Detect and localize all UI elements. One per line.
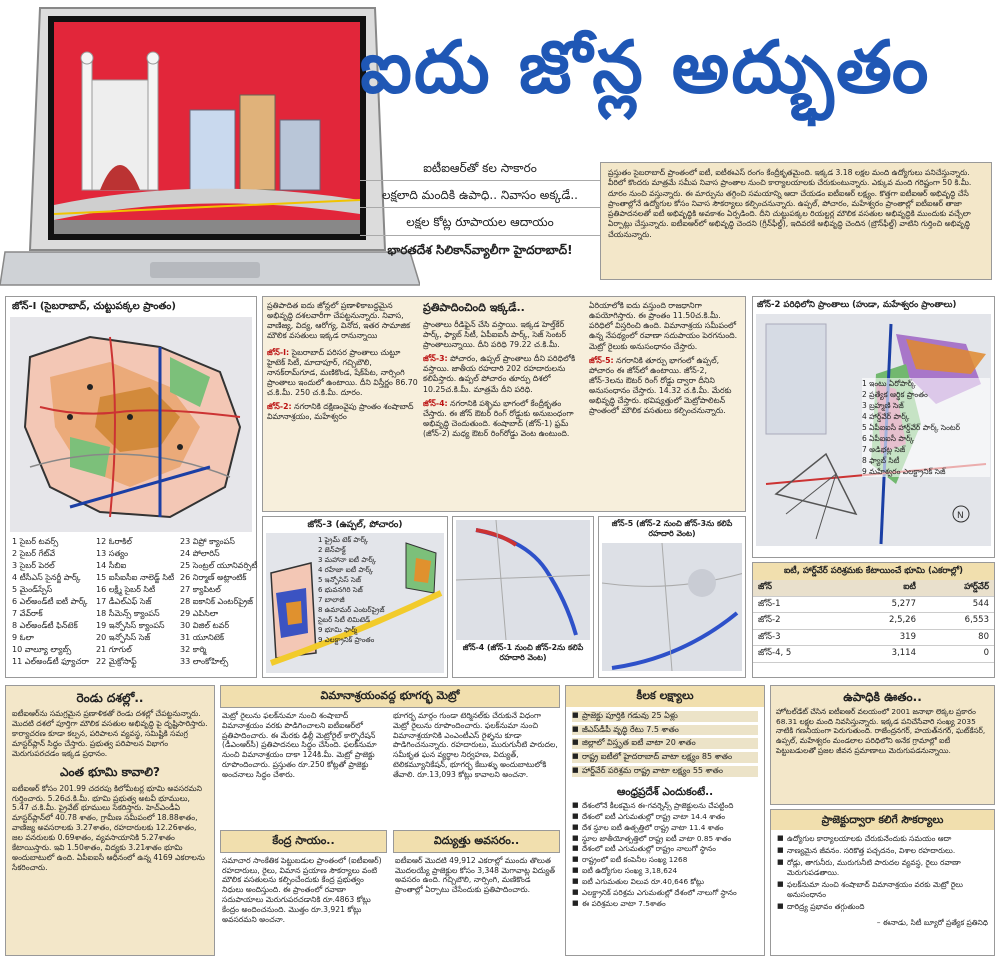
zone5-map-panel: [598, 516, 746, 678]
zone1-map-panel: [5, 296, 257, 678]
key-targets-list: [566, 707, 764, 784]
why-ap-list: [566, 801, 764, 908]
power-box: [393, 830, 560, 952]
cell: జోన్-2: [753, 613, 844, 629]
zone5-map-image: [602, 543, 742, 671]
list-item: ■ ఎలక్ట్రానిక్ పరిశ్రమ ఎగుమతుల్లో దేశంలో నాలుగో స్థానం: [572, 888, 758, 898]
zone1-legend: [6, 532, 256, 672]
legend-item: 3 సైబర్ పెరల్: [12, 560, 55, 570]
table-row: [753, 596, 994, 612]
zone4-text: నగరానికి పశ్చిమ భాగంలో కేంద్రీకృతం చేస్తారు. ఈ జోన్ ఔటర్ రింగ్ రోడ్డుకు అనుబంధంగా అభివృద్ధి చెందుతుంది. శంషాబాద్ (జోన్-1) ఫ్రమ్ (జోన్-2) మధ్య ఔటర్ రింగ్‌రోడ్డు వెంట ఉంటుంది.: [423, 398, 574, 439]
zone2-text: నగరానికి దక్షిణంవైపు ప్రాంతం శంషాబాద్ విమానాశ్రయం, మహేశ్వరం: [267, 402, 414, 422]
taglines-block: [360, 160, 600, 258]
legend-item: 2 జెన్‌పాక్ట్: [318, 546, 346, 555]
legend-item: 9 ఎలక్ట్రానిక్ ప్రాంతం: [318, 636, 375, 645]
zone2-label: జోన్-2:: [267, 402, 292, 412]
list-item: ■ ఐటీ ఉద్యోగుల సంఖ్య 3,18,624: [572, 866, 758, 876]
list-item: ■ ఐటీ ఎగుమతుల విలువ రూ.40,646 కోట్లు: [572, 877, 758, 887]
tagline-1: ఐటీఐఆర్‌తో కల సాకారం: [360, 160, 600, 181]
zone4-map-image: [456, 520, 590, 640]
list-item: ■ దేశ స్థూల ఐటీ ఉత్పత్తిలో రాష్ట్ర వాటా 11.4 శాతం: [572, 823, 758, 833]
phases-land-panel: [5, 685, 215, 956]
land-table: [753, 580, 994, 662]
zones-description-panel: [262, 296, 746, 512]
zone3-text: పోచారం, ఉప్పల్ ప్రాంతాలు దీని పరిధిలోకి వస్తాయి. జాతీయ రహదారి 202 రహదారులను కలిపేస్తారు. ఉప్పల్ పోచారం తూర్పు దిశలో 10.25చ.కి.మీ. మాత్రమే దీని పరిధి.: [423, 354, 576, 394]
zone1-map-image: [10, 317, 252, 532]
legend-item: 6 భువనగిరి సెజ్: [318, 586, 363, 595]
legend-item: 6 ఎల్అండ్‌టీ ఐటీ పార్క్: [12, 596, 88, 606]
table-header-row: [753, 580, 994, 596]
phases-title: రెండు దశల్లో..: [76, 691, 144, 705]
legend-item: 8 ఫ్యాబ్ సిటీ: [862, 455, 990, 466]
legend-item: 3 బ్రహ్మణి సెజ్: [862, 400, 990, 411]
zone2-legend: [862, 378, 990, 477]
col-it: ఐటీ: [844, 580, 921, 596]
cell: జోన్-1: [753, 596, 844, 612]
zone3-desc: [423, 354, 585, 395]
legend-item: 1 సైబర్ టవర్స్: [12, 536, 59, 546]
list-item: ■ ప్రాజెక్టు పూర్తికి గడువు 25 ఏళ్లు: [572, 711, 758, 722]
cell: 544: [921, 596, 994, 612]
tagline-3: లక్షల కోట్ల రూపాయల ఆదాయం: [360, 214, 600, 235]
zone1-legend-col-2: [96, 536, 174, 668]
employment-title: ఉపాధికి ఊతం..: [843, 690, 922, 704]
metro-text-b: భూగర్భ మార్గం గుండా టెర్మినల్‌కు చేరుకునే విధంగా మెట్రో రైలును రూపొందించారు. ఫలక్‌నుమా నుంచి విమానాశ్రయానికి ఎంఎంటీఎస్ రైళ్ళను కూడా పొడిగించనున్నారు. రహదారులు, మురుగునీటి పారుదల, సమీకృత ఘన వ్యర్థాల నిర్వహణ, విద్యుత్, టెలికమ్యూనికేషన్, భూగర్భ కేబుళ్ళు అందుబాటులోకి తేవాలి. రూ.13,093 కోట్లు కావాలని అంచనా.: [393, 710, 558, 779]
intro-box: [600, 162, 992, 280]
col-zone: జోన్: [753, 580, 844, 596]
table-row: [753, 629, 994, 645]
legend-item: 33 లాంకోహిల్స్: [180, 656, 229, 666]
cell: 80: [921, 629, 994, 645]
legend-item: 12 ఓరాకిల్: [96, 536, 132, 546]
legend-item: 21 గూగుల్: [96, 644, 132, 654]
zones-heading: ప్రతిపాదించింది ఇక్కడే..: [423, 301, 525, 314]
zone1-legend-col-1: [12, 536, 90, 668]
zone2-map-title: జోన్-2 పరిధిలోని ప్రాంతాలు (హుడా, మహేశ్వరం ప్రాంతాలు): [757, 300, 957, 310]
zone-col-a: [267, 301, 419, 422]
zone1-map-title: జోన్-I (సైబరాబాద్, చుట్టుపక్కల ప్రాంతం): [12, 301, 176, 312]
list-item: ■ దారిద్ర్య ప్రభావం తగ్గుతుంది: [777, 902, 988, 912]
zone3-legend: [318, 535, 418, 645]
zone3-map-title: జోన్-3 (ఉప్పల్, పోచారం): [307, 520, 403, 530]
legend-item: 31 యూనిటెక్: [180, 632, 225, 642]
legend-item: 1 ఇంటు ఏరోపార్క్: [862, 378, 990, 389]
zones-colc-text: ఏరియాలోకి ఐదు వస్తుంది రాజధానిగా ఉపయోగిస్తారు. ఈ ప్రాంతం 11.50చ.కి.మీ. పరిధిలో విస్తరించి ఉంది. విమానాశ్రయ సమీపంలో ఉన్న నేపథ్యంలో రవాణా సదుపాయం పెరగనుంది. మెట్రో రైలుకు అనుసంధానం చేస్తారు.: [589, 301, 738, 351]
legend-item: 4 రహేజా ఐటీ పార్క్: [318, 566, 373, 575]
legend-item: 22 మైక్రోసాఫ్ట్: [96, 656, 137, 666]
legend-item: 2 సైబర్ గేట్‌వే: [12, 548, 56, 558]
legend-item: 13 సత్యం: [96, 548, 129, 558]
svg-text:N: N: [957, 511, 964, 522]
employment-benefits-block: [770, 685, 995, 956]
list-item: ■ స్థూల జాతీయోత్పత్తిలో రాష్ట్ర ఐటీ వాటా 0.85 శాతం: [572, 834, 758, 844]
zone3-label: జోన్-3:: [423, 354, 448, 364]
zone4-label: జోన్-4:: [423, 398, 448, 408]
legend-item: 9 మహేశ్వరం ఎలక్ట్రానిక్ సెజ్: [862, 466, 990, 477]
legend-item: 1 ప్రైమ్ టెక్ పార్క్: [318, 536, 369, 545]
legend-item: 30 విజిల్ టవర్: [180, 620, 230, 630]
table-row: [753, 646, 994, 662]
zones-intro: ప్రతిపాదిత ఐదు జోన్లలో ప్రణాళికాబద్ధమైన అభివృద్ధి దశలవారీగా చేపట్టనున్నారు. నివాస, వాణిజ్య, విద్య, ఆరోగ్య, వినోద, ఇతర సామాజిక మౌలిక వసతులు ఇక్కడ రానున్నాయి: [267, 301, 411, 341]
zone5-text: నగరానికి తూర్పు భాగంలో ఉప్పల్, పోచారం ఈ జోన్‌లో ఉంటాయి. జోన్-2, జోన్-3లను ఔటర్ రింగ్ రోడ్డు ద్వారా దీనిని అనుసంధానం చేస్తారు. 14.32 చ.కి.మీ. మేరకు అభివృద్ధి చేస్తారు. భవిష్యత్తులో మెట్రోపాలిటన్ ప్రాంతంలో మౌలిక వసతులు కల్పించనున్నారు.: [589, 355, 732, 416]
zone4-desc: [423, 399, 585, 440]
legend-item: 5 ఇన్ఫోసిస్ సెజ్: [318, 576, 361, 585]
list-item: ■ హార్డ్‌వేర్ పరిశ్రమ రాష్ట్ర వాటా లక్ష్యం 55 శాతం: [572, 766, 758, 777]
list-item: ■ జీఎస్‌డీపీ వృద్ధి రేటు 7.5 శాతం: [572, 725, 758, 736]
list-item: ■ ఫలక్‌నుమా నుంచి శంషాబాద్ విమానాశ్రయం వరకు మెట్రో రైలు అనుసంధానం: [777, 880, 988, 900]
cell: 3,114: [844, 646, 921, 662]
power-text: ఐటీఐఆర్ మొదటి 49,912 ఎకరాల్లో ముందు తొలుత మొదలయ్యే ప్రాజెక్టుల కోసం 3,348 మెగావాట్ల విద్యుత్ అవసరం ఉంది. గచ్చిబౌలి, నార్సింగి, మణికొండ ప్రాంతాల్లో ఏర్పాటు చేసేందుకు ప్రతిపాదించారు.: [395, 855, 556, 895]
cell: జోన్-3: [753, 629, 844, 645]
legend-item: 9 ఓలా: [12, 632, 34, 642]
zone5-map-title: జోన్-5 (జోన్-2 నుంచి జోన్-3ను కలిపే రహదారి వెంట): [611, 519, 733, 539]
list-item: ■ రోడ్లు, తాగునీరు, మురుగునీటి పారుదల వ్యవస్థ, రైలు రవాణా మెరుగుపడతాయి.: [777, 858, 988, 878]
central-aid-title: కేంద్ర సాయం..: [220, 830, 387, 853]
legend-item: 29 ఎపిసిలా: [180, 608, 219, 618]
cell: 0: [921, 646, 994, 662]
legend-item: 4 హార్డ్‌వేర్ పార్క్: [862, 411, 990, 422]
legend-item: 28 ఐకానిక్ ఎంటర్‌ప్రైజ్: [180, 596, 254, 606]
cell: 2,5,26: [844, 613, 921, 629]
key-targets-title: కీలక లక్ష్యాలు: [566, 686, 764, 707]
legend-item: 32 కార్మి: [180, 644, 207, 654]
intro-text: ప్రస్తుతం సైబరాబాద్ ప్రాంతంలో ఐటీ, ఐటీఈఎస్ రంగం కేంద్రీకృతమైంది. ఇక్కడ 3.18 లక్షల మంది ఉద్యోగులు పనిచేస్తున్నారు. వీరిలో కొందరు మాత్రమే సమీప నివాస ప్రాంతాల నుంచి కార్యాలయాలకు చేరుకుంటున్నారు. ఎక్కువ మంది గరిష్టంగా 50 కి.మీ. దూరం నుంచి వస్తున్నారు. ఈ మార్పును తగ్గించి సమయాన్ని ఆదా చేయడం ఐటీఐఆర్ లక్ష్యం. కొత్తగా ఐటీఐఆర్ అభివృద్ధి చేసే ప్రాంతాల్లోనే ఉద్యోగుల కోసం నివాస సౌకర్యాలు కల్పించనున్నారు. ఉప్పల్, పోచారం, మహేశ్వరం ప్రాంతాల్లో ఐటీఐఆర్ తాజా ప్రతిపాదనలతో ఐటీ అభివృద్ధికి అవకాశం ఏర్పడింది. దీని చుట్టుపక్కల రియల్టర్ల మౌలిక వసతుల అభివృద్ధికి ముందుకు వచ్చేలా ఏర్పాట్లు చేస్తున్నారు. ఐటీఐఆర్‌లో అభివృద్ధి చెందని (గ్రీన్‌ఫీల్డ్), ఇదివరకే అభివృద్ధి చెందిన (బ్రౌన్‌ఫీల్డ్) వాటిని గుర్తించి అభివృద్ధి చేయనున్నారు.: [608, 168, 972, 239]
list-item: ■ దేశంలో ఐటీ ఎగుమతుల్లో రాష్ట్రం నాలుగో స్థానం: [572, 844, 758, 854]
cell: 5,277: [844, 596, 921, 612]
zone4-map-panel: [452, 516, 594, 678]
zone1-legend-col-3: [180, 536, 258, 668]
zone-col-b: [423, 301, 585, 439]
list-item: ■ నాణ్యమైన జీవనం. సరికొత్త పచ్చదనం, విశాల రహదారులు.: [777, 846, 988, 856]
legend-item: 10 వాల్యూ ల్యాబ్స్: [12, 644, 72, 654]
tagline-2: లక్షలాది మందికి ఉపాధి.. నివాసం అక్కడే..: [360, 187, 600, 208]
list-item: ■ ఉద్యోగుల కార్యాలయాలకు చేరుకునేందుకు సమయం ఆదా: [777, 834, 988, 844]
land-table-title: ఐటీ, హార్డ్‌వేర్ పరిశ్రమకు కేటాయించే భూమి (ఎకరాల్లో): [753, 563, 994, 580]
employment-box: [770, 685, 995, 805]
metro-text-a: మెట్రో రైలును ఫలక్‌నుమా నుంచి శంషాబాద్ విమానాశ్రయం వరకు పొడిగించాలని ఐటీఐఆర్‌లో ప్రతిపాదించారు. ఈ మేరకు ఢిల్లీ మెట్రోరైల్ కార్పొరేషన్ (డీఎంఆర్‌సీ) ప్రతిపాదనలు సిద్ధం చేసింది. ఫలక్‌నుమా నుంచి విమానాశ్రయం దాకా 124కి.మీ. మెట్రో ప్రాజెక్టు రూపొందించారు. ప్రస్తుతం రూ.250 కోట్లతో ప్రాజెక్టు అంచనాలు సిద్ధం చేశారు.: [222, 710, 377, 779]
metro-body: [220, 708, 560, 830]
metro-title: విమానాశ్రయంవద్ద భూగర్భ మెట్రో: [220, 685, 560, 708]
zone3-map-panel: [262, 516, 448, 678]
zone4-map-title: జోన్-4 (జోన్-1 నుంచి జోన్-2ను కలిపే రహదారి వెంట): [462, 643, 584, 663]
legend-item: 25 సెంట్రల్ యూనివర్సిటీ: [180, 560, 258, 570]
why-ap-title: ఆంధ్రప్రదేశ్ ఎందుకంటే..: [616, 785, 714, 798]
cell: 319: [844, 629, 921, 645]
legend-item: 7 అడిభట్ల సెజ్: [862, 444, 990, 455]
list-item: ■ రాష్ట్ర ఐటీలో హైదరాబాద్ వాటా లక్ష్యం 85 శాతం: [572, 752, 758, 763]
legend-item: 18 సీమెన్స్ క్యాంపస్: [96, 608, 160, 618]
legend-item: 19 ఇన్ఫోసిస్ క్యాంపస్: [96, 620, 165, 630]
zone5-desc: [589, 356, 743, 417]
list-item: ■ జిల్లాలో విస్తృత ఐటీ వాటా 20 శాతం: [572, 738, 758, 749]
power-title: విద్యుత్తు అవసరం..: [393, 830, 560, 853]
list-item: ■ ఈ పరిశ్రమల వాటా 7.5శాతం: [572, 899, 758, 909]
land-need-text: ఐటీఐఆర్ కోసం 201.99 చదరపు కిలోమీటర్ల భూమి అవసరమని గుర్తించారు. 5.26చ.కి.మీ. భూమి ప్రభుత్వ అటవీ భూములు, 5.47 చ.కి.మీ. ప్రైవేట్ భూములు సేకరిస్తారు. హెచ్‌ఎండీఏ మాస్టర్‌ప్లాన్‌లో 40.78 శాతం, గ్రామీణ సమీపంలో 18.88శాతం, వాణిజ్య అవసరాలకు 3.27శాతం, రహదారులకు 12.26శాతం, జల వనరులకు 0.69శాతం, వ్యవసాయానికి 5.27శాతం కేటాయిస్తారు. ఇవి 1.50శాతం, విద్యకు 3.21శాతం భూమి అందుబాటులో ఉంది. ఏపీఐఐసీ ఆధీనంలో ఉన్న 4169 ఎకరాలను సేకరించారు.: [12, 783, 205, 872]
legend-item: సైబర్ సిటీ లిమిటెడ్: [318, 616, 371, 625]
legend-item: 9 భూమి ఫార్మ్: [318, 626, 357, 635]
bottom-split: [220, 830, 560, 952]
benefits-box: [770, 809, 995, 956]
zone3-map-image: [266, 533, 444, 673]
legend-item: 23 విప్రో క్యాంపస్: [180, 536, 235, 546]
zones-colb-text: ప్రాంతాలు రీడిఫైన్ చేసి వస్తాయి. ఇక్కడ హెల్త్‌కేర్ పార్క్, ఫ్యాబ్ సిటీ, ఏపీఐఐసీ పార్క్, సెజ్ సెంటర్ ప్రాంతాలున్నాయి. దీని పరిధి 79.22 చ.కి.మీ.: [423, 319, 567, 350]
tagline-4: భారతదేశ సిలికాన్‌వ్యాలీగా హైదరాబాద్!: [387, 242, 573, 257]
legend-item: 7 బాలాజీ: [318, 596, 345, 605]
legend-item: 4 టీసీఎస్ సైనర్జీ పార్క్: [12, 572, 81, 582]
list-item: ■ దేశంలోనే కీలకమైన ఈ-గవర్నెన్స్ ప్రాజెక్టులను చేపట్టింది: [572, 801, 758, 811]
legend-item: 5 ఏపీఐఐసీ హార్డ్‌వేర్ పార్క్ సెంటర్: [862, 422, 990, 433]
legend-item: 8 ఎల్అండ్‌టీ ఫిన్‌టెక్: [12, 620, 78, 630]
zone2-desc: [267, 402, 419, 422]
zone1-text: సైబరాబాద్ పరిసర ప్రాంతాలు చుట్టూ హైటెక్ సిటీ, మాదాపూర్, గచ్చిబౌలి, నానక్‌రామ్‌గూడ, మణికొండ, షేక్‌పేట, నార్సింగి ప్రాంతాలు ఇందులో ఉంటాయి. దీని విస్తీర్ణం 86.70 చ.కి.మీ. 250 చ.కి.మీ. దూరం.: [267, 347, 418, 397]
byline: – ఈనాడు, సిటీ బ్యూరో ప్రత్యేక ప్రతినిధి: [876, 918, 988, 928]
legend-item: 26 నిర్మాణ్ అట్లాంటిక్: [180, 572, 247, 582]
zone2-map-image: [756, 314, 991, 546]
zone5-label: జోన్-5:: [589, 355, 614, 365]
headline: ఐదు జోన్ల అద్భుతం: [359, 25, 931, 109]
legend-item: 8 ఉమామర్ ఎంటర్‌ప్రైజ్: [318, 606, 385, 615]
cell: 6,553: [921, 613, 994, 629]
zone-col-c: [589, 301, 743, 416]
legend-item: 6 ఏపీఐఐసీ పార్క్: [862, 433, 990, 444]
list-item: ■ దేశంలో ఐటీ ఎగుమతుల్లో రాష్ట్ర వాటా 14.4 శాతం: [572, 812, 758, 822]
land-allocation-panel: [752, 562, 995, 678]
key-targets-panel: [565, 685, 765, 956]
legend-item: 20 ఇన్ఫోసిస్ సెజ్: [96, 632, 151, 642]
employment-text: హోటల్‌డేట్ చేసిన ఐటీఐఆర్ వలయంలో 2001 జనాభా లెక్కల ప్రకారం 68.31 లక్షల మంది నివసిస్తున్నారు. ఇక్కడ పనిచేసేవారి సంఖ్య 2035 నాటికి గణనీయంగా పెరుగుతుంది. రాజేంద్రనగర్, హయత్‌నగర్, ఘట్‌కేసర్, ఉప్పల్, మహేశ్వరం మండలాల పరిధిలోని అనేక గ్రామాల్లో ఐటీ పెట్టుబడులతో ప్రజల జీవన ప్రమాణాలు మెరుగుపడనున్నాయి.: [776, 707, 986, 755]
central-aid-text: సమాచార సాంకేతిక పెట్టుబడుల ప్రాంతంలో (ఐటీఐఆర్) రహదారులు, రైలు, విమాన ప్రయాణ సౌకర్యాలు వంటి మౌలిక వసతులను కల్పించేందుకు కేంద్ర ప్రభుత్వం నిధులు అందిస్తుంది. ఈ ప్రాంతంలో రవాణా సదుపాయాలు మెరుగుపరచడానికి రూ.4863 కోట్లు కేంద్రం అందించనుంది. మొత్తం రూ.3,921 కోట్లు అవసరమని అంచనా.: [222, 855, 382, 924]
legend-item: 27 క్యాపిటల్: [180, 584, 221, 594]
benefits-list: [771, 830, 994, 918]
legend-item: 7 వేవ్‌రాక్: [12, 608, 43, 618]
legend-item: 2 ప్రత్యేక ఆర్థిక ప్రాంతం: [862, 389, 990, 400]
legend-item: 14 సీబిఐ: [96, 560, 127, 570]
phases-text: ఐటీఐఆర్‌ను సమగ్రమైన ప్రణాళికతో రెండు దశల్లో చేపట్టనున్నారు. మొదటి దశలో పూర్తిగా మౌలిక వసతుల అభివృద్ధి పై దృష్టిసారిస్తారు. కార్యాచరణ కూడా కల్పన, పరిపాలన వ్యవస్థ, సమిష్టికి సమగ్ర మాస్టర్‌ప్లాన్ సిద్ధం చేస్తారు. ప్రభుత్వ పరిపాలన విభాగం మెరుగుపరచడం ఇక్కడ ప్రధానం.: [12, 709, 208, 758]
legend-item: 15 ఐసీఐసీఐ నాలెడ్జ్ సిటీ: [96, 572, 175, 582]
metro-center-power-block: [220, 685, 560, 956]
zone1-label: జోన్-I:: [267, 347, 290, 357]
cell: జోన్-4, 5: [753, 646, 844, 662]
legend-item: 16 లక్ష్మీ సైబర్ సిటీ: [96, 584, 156, 594]
legend-item: 3 మహానా ఐటీ పార్క్: [318, 556, 376, 565]
legend-item: 11 ఎల్అండ్‌టీ ఫ్యూచరా: [12, 656, 89, 666]
zone2-map-panel: [752, 296, 995, 558]
list-item: ■ రాష్ట్రంలో ఐటీ కంపెనీల సంఖ్య 1268: [572, 855, 758, 865]
benefits-title: ప్రాజెక్టుద్వారా కలిగే సౌకర్యాలు: [771, 810, 994, 830]
zone1-desc: [267, 348, 419, 399]
legend-item: 5 మైండ్‌స్పేస్: [12, 584, 53, 594]
col-hardware: హార్డ్‌వేర్: [921, 580, 994, 596]
table-row: [753, 613, 994, 629]
central-aid-box: [220, 830, 387, 952]
legend-item: 24 పోలారిస్: [180, 548, 220, 558]
land-need-title: ఎంత భూమి కావాలి?: [59, 765, 160, 780]
legend-item: 17 డీఎల్ఎఫ్ సెజ్: [96, 596, 152, 606]
